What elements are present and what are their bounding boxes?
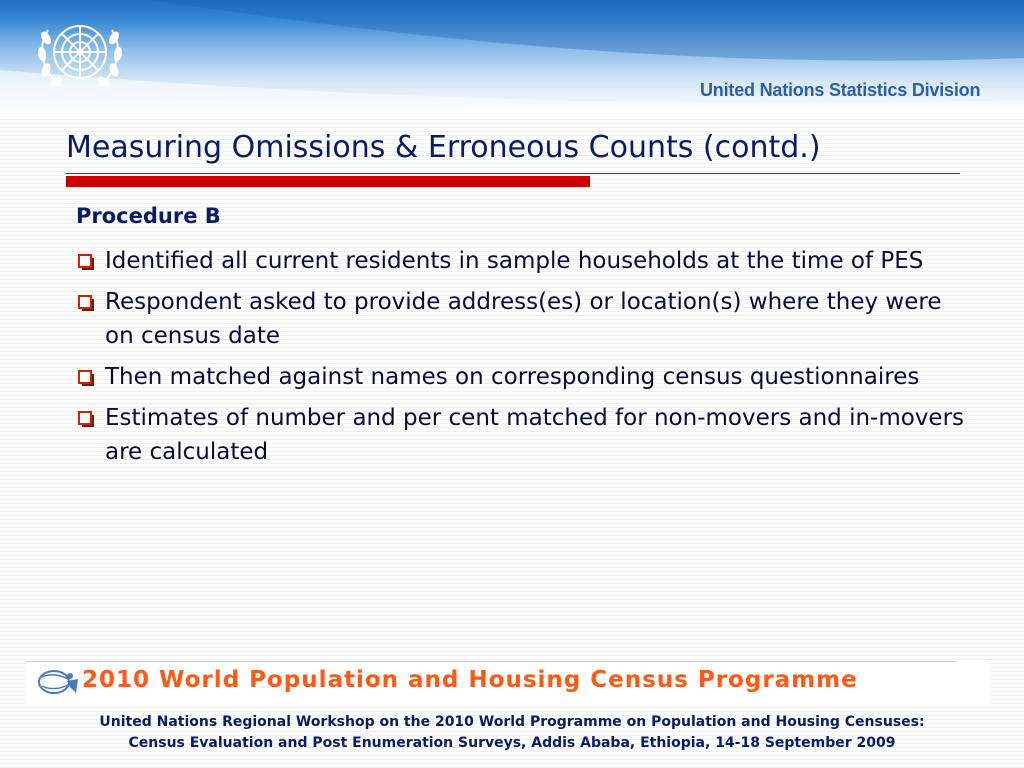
- globe-people-icon: [34, 667, 80, 697]
- bullet-text: Then matched against names on corresponding census questionnaires: [105, 364, 920, 390]
- bullet-text: Estimates of number and per cent matched for non-movers and in-movers are calculated: [105, 405, 965, 465]
- checkbox-bullet-icon: [78, 370, 92, 384]
- checkbox-bullet-icon: [78, 295, 92, 309]
- un-emblem-icon: [26, 10, 134, 100]
- procedure-heading: Procedure B: [76, 204, 221, 228]
- bullet-text: Respondent asked to provide address(es) or location(s) where they were on census date: [105, 289, 942, 349]
- bullet-item: [76, 360, 966, 394]
- footer-line-1: United Nations Regional Workshop on the 2010 World Programme on Population and Housing Censuses:: [99, 714, 925, 730]
- bullet-list: [76, 244, 966, 476]
- bullet-item: [76, 285, 966, 353]
- footer-line-2: Census Evaluation and Post Enumeration Surveys, Addis Ababa, Ethiopia, 14-18 September 2009: [128, 735, 896, 751]
- census-programme-banner: [26, 662, 990, 704]
- division-name: United Nations Statistics Division: [700, 80, 981, 100]
- banner-title: 2010 World Population and Housing Census Programme: [82, 667, 858, 693]
- title-divider-thick: [66, 176, 590, 187]
- bullet-text: Identified all current residents in sample households at the time of PES: [105, 248, 924, 274]
- footer-citation: [0, 712, 1024, 754]
- checkbox-bullet-icon: [78, 254, 92, 268]
- slide-title: Measuring Omissions & Erroneous Counts (contd.): [66, 130, 821, 165]
- bullet-item: [76, 244, 966, 278]
- checkbox-bullet-icon: [78, 411, 92, 425]
- title-divider-thin: [66, 173, 960, 174]
- header-band: [0, 0, 1024, 118]
- bullet-item: [76, 401, 966, 469]
